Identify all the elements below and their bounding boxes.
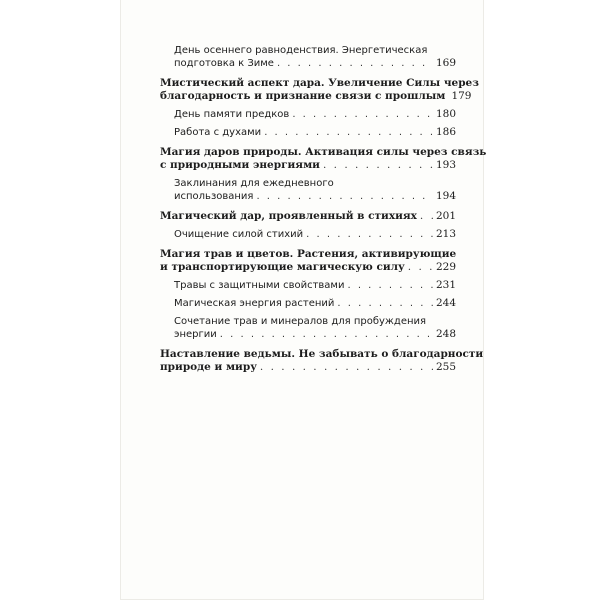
- page-number: 201: [435, 210, 456, 222]
- leader-dots: [256, 190, 433, 203]
- toc-entry-text: Мистический аспект дара. Увеличение Силы через: [160, 77, 479, 89]
- toc-entry-elements-gift: [160, 210, 456, 223]
- toc-entry-text: Сочетание трав и минералов для пробуждения: [174, 316, 427, 327]
- leader-dots: [292, 108, 433, 121]
- page-number: 248: [435, 328, 456, 340]
- leader-dots: [337, 297, 433, 310]
- page-number: 244: [435, 297, 456, 309]
- page-number: 229: [435, 261, 456, 273]
- toc-entry-text: Магический дар, проявленный в стихиях: [160, 210, 417, 222]
- leader-dots: [347, 279, 432, 292]
- toc-entry-text: Травы с защитными свойствами: [174, 280, 345, 291]
- page-number: 180: [435, 108, 456, 120]
- toc-entry-text: использования: [174, 191, 254, 202]
- toc-entry-text: и транспортирующие магическую силу: [160, 261, 405, 273]
- page-number: 231: [435, 279, 456, 291]
- leader-dots: [220, 328, 433, 341]
- toc-entry-mystic-aspect: [160, 77, 479, 103]
- toc-entry-text: с природными энергиями: [160, 159, 320, 171]
- toc-entry-text: Наставление ведьмы. Не забывать о благодарности: [160, 348, 484, 360]
- toc-entry-daily-spells: [174, 177, 456, 203]
- toc-entry-nature-gifts: [160, 146, 487, 172]
- toc-entry-text: Магия трав и цветов. Растения, активирующие: [160, 248, 457, 260]
- page-number: 194: [435, 190, 456, 202]
- toc-entry-herbs-flowers: [160, 248, 456, 274]
- toc-entry-ancestors-day: [174, 108, 456, 121]
- leader-dots: [420, 210, 433, 223]
- toc-entry-elements-cleansing: [174, 228, 456, 241]
- toc-entry-spirits-work: [174, 126, 456, 139]
- book-page: [120, 0, 487, 600]
- leader-dots: [323, 159, 433, 172]
- toc-entry-text: День памяти предков: [174, 109, 290, 120]
- toc-entry-text: подготовка к Зиме: [174, 58, 274, 69]
- leader-dots: [306, 228, 433, 241]
- toc-entry-text: Магическая энергия растений: [174, 298, 335, 309]
- page-number: 179: [451, 90, 472, 102]
- page-number: 169: [435, 57, 456, 69]
- toc-entry-autumn-equinox: [174, 44, 456, 70]
- leader-dots: [260, 361, 433, 374]
- leader-dots: [408, 261, 433, 274]
- page-number: 186: [435, 126, 456, 138]
- page-number: 255: [435, 361, 456, 373]
- page-number: 193: [435, 159, 456, 171]
- toc-entry-herbs-minerals: [174, 315, 456, 341]
- toc-entry-protective-herbs: [174, 279, 456, 292]
- toc-entry-witch-guidance: [160, 348, 484, 374]
- leader-dots: [277, 57, 433, 70]
- toc-entry-text: День осеннего равноденствия. Энергетическая: [174, 45, 428, 56]
- toc-entry-text: энергии: [174, 329, 217, 340]
- page-number: 213: [435, 228, 456, 240]
- toc-entry-text: Работа с духами: [174, 127, 262, 138]
- toc-entry-text: Заклинания для ежедневного: [174, 178, 334, 189]
- toc-entry-text: Очищение силой стихий: [174, 229, 304, 240]
- toc-entry-plant-energy: [174, 297, 456, 310]
- leader-dots: [264, 126, 433, 139]
- toc-entry-text: благодарность и признание связи с прошлым: [160, 90, 446, 102]
- table-of-contents: [160, 44, 487, 374]
- toc-entry-text: природе и миру: [160, 361, 257, 373]
- toc-entry-text: Магия даров природы. Активация силы через связь: [160, 146, 487, 158]
